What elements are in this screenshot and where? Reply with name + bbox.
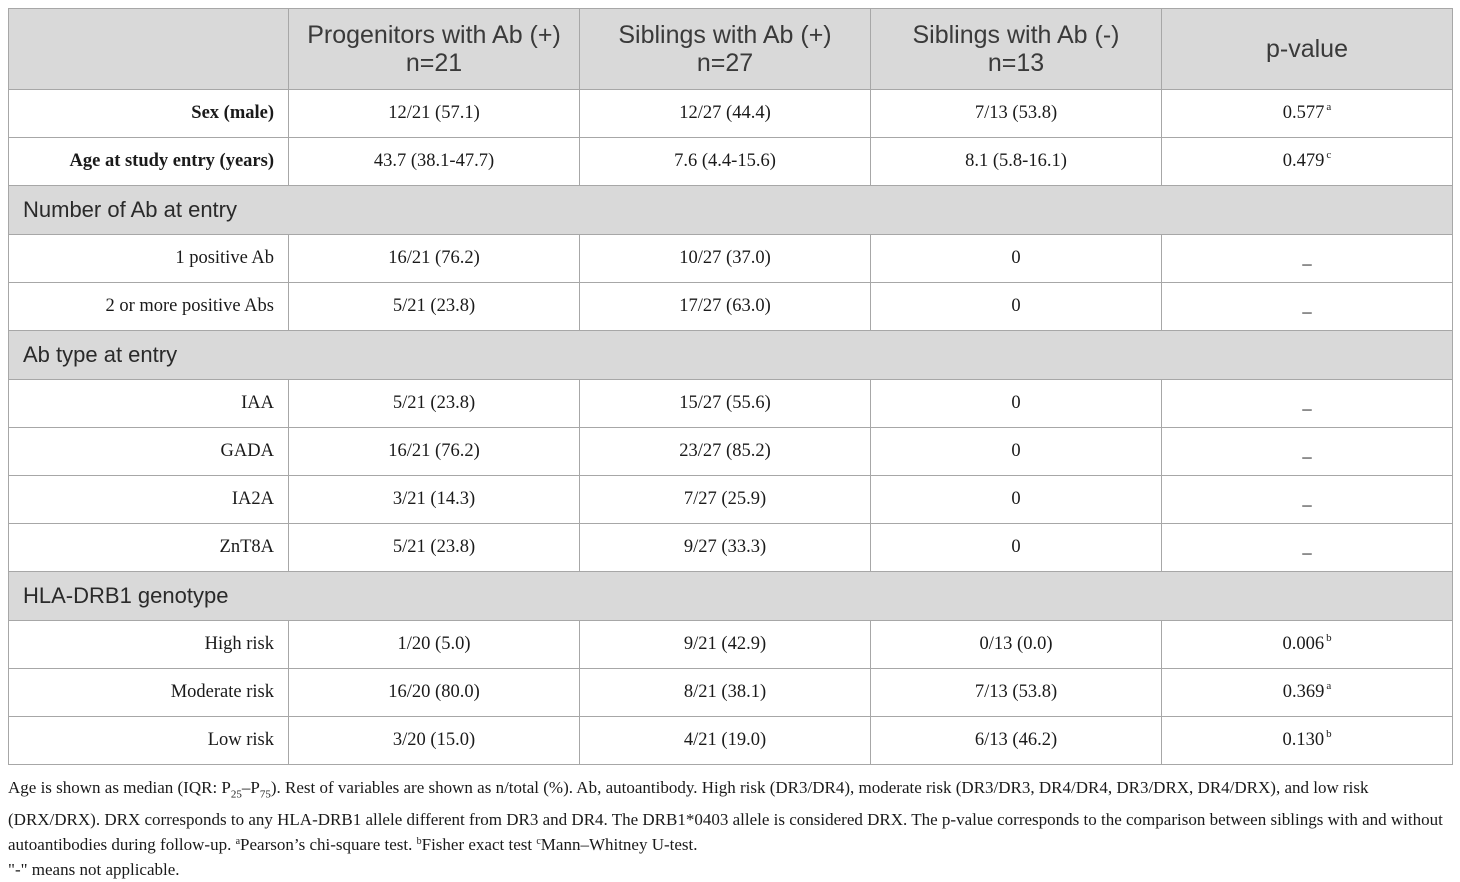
table-cell: 16/21 (76.2) [289,428,580,476]
table-row [9,380,1453,428]
table-cell: 8.1 (5.8-16.1) [871,138,1162,186]
p-value: _ [1302,248,1312,268]
header-cell [9,9,289,90]
table-row [9,90,1453,138]
table-row [9,621,1453,669]
table-cell: 12/21 (57.1) [289,90,580,138]
header-cell: Progenitors with Ab (+) n=21 [289,9,580,90]
table-row [9,717,1453,765]
section-row [9,186,1453,235]
table-cell: 43.7 (38.1-47.7) [289,138,580,186]
p-value: 0.479 [1282,151,1325,171]
row-label: GADA [9,428,289,476]
p-value: _ [1302,296,1312,316]
section-row [9,572,1453,621]
footnote-paragraph: Age is shown as median (IQR: $P_{25}-P_{75}$). Rest of variables are shown as n/total (%). Ab, autoantibody. High risk (DR3/DR4), moderate risk (DR3/DR3, DR4/DR4, DR3/DRX, DR4/DRX), and low risk (DRX/DRX). DRX corresponds to any HLA-DRB1 allele different from DR3 and DR4. The DRB1*0403 allele is considered DRX. The p-value corresponds to the comparison between siblings with and without autoantibodies during follow-up. $^a$Pearson’s chi-square test. $^b$Fisher exact test $^c$Mann–Whitney U-test. [8,778,1443,855]
p-value-cell [1162,428,1453,476]
table-cell: 1/20 (5.0) [289,621,580,669]
test-marker: c [1326,149,1332,161]
table-cell: 0 [871,380,1162,428]
row-label: Moderate risk [9,669,289,717]
test-marker: a [1326,680,1332,692]
p-value: _ [1302,393,1312,413]
table-cell: 10/27 (37.0) [580,235,871,283]
table-cell: 0 [871,428,1162,476]
table-row [9,428,1453,476]
p-value-cell [1162,669,1453,717]
p-value-cell [1162,717,1453,765]
table-cell: 0 [871,476,1162,524]
table-cell: 3/21 (14.3) [289,476,580,524]
p-value: 0.369 [1282,682,1325,702]
section-label: Number of Ab at entry [9,186,1453,235]
table-cell: 0/13 (0.0) [871,621,1162,669]
table-cell: 8/21 (38.1) [580,669,871,717]
header-cell: Siblings with Ab (+) n=27 [580,9,871,90]
table-cell: 15/27 (55.6) [580,380,871,428]
table-cell: 3/20 (15.0) [289,717,580,765]
table-cell: 5/21 (23.8) [289,380,580,428]
row-label: Low risk [9,717,289,765]
row-label: Sex (male) [9,90,289,138]
table-cell: 16/21 (76.2) [289,235,580,283]
table-cell: 4/21 (19.0) [580,717,871,765]
table-cell: 12/27 (44.4) [580,90,871,138]
table-cell: 0 [871,524,1162,572]
row-label: ZnT8A [9,524,289,572]
p-value: 0.577 [1282,103,1325,123]
table-cell: 5/21 (23.8) [289,283,580,331]
results-table-container [8,8,1452,765]
row-label: 1 positive Ab [9,235,289,283]
p-value-cell [1162,524,1453,572]
table-cell: 7.6 (4.4-15.6) [580,138,871,186]
p-value-cell [1162,90,1453,138]
p-value-cell [1162,476,1453,524]
table-body [9,90,1453,765]
section-label: Ab type at entry [9,331,1453,380]
table-cell: 17/27 (63.0) [580,283,871,331]
table-row [9,138,1453,186]
table-cell: 5/21 (23.8) [289,524,580,572]
header-cell: p-value [1162,9,1453,90]
table-header-row [9,9,1453,90]
p-value-cell [1162,138,1453,186]
table-cell: 9/21 (42.9) [580,621,871,669]
p-value: 0.130 [1282,730,1325,750]
test-marker: a [1326,101,1332,113]
table-cell: 16/20 (80.0) [289,669,580,717]
row-label: Age at study entry (years) [9,138,289,186]
table-row [9,524,1453,572]
table-footnote [8,775,1452,882]
table-cell: 0 [871,235,1162,283]
p-value-cell [1162,235,1453,283]
table-row [9,476,1453,524]
p-value: _ [1302,489,1312,509]
table-cell: 0 [871,283,1162,331]
p-value-cell [1162,621,1453,669]
row-label: High risk [9,621,289,669]
p-value: 0.006 [1282,634,1325,654]
p-value-cell [1162,380,1453,428]
table-cell: 7/27 (25.9) [580,476,871,524]
test-marker: b [1326,728,1332,740]
section-label: HLA-DRB1 genotype [9,572,1453,621]
row-label: 2 or more positive Abs [9,283,289,331]
table-cell: 7/13 (53.8) [871,669,1162,717]
table-cell: 23/27 (85.2) [580,428,871,476]
table-cell: 7/13 (53.8) [871,90,1162,138]
table-row [9,669,1453,717]
table-cell: 9/27 (33.3) [580,524,871,572]
table-cell: 6/13 (46.2) [871,717,1162,765]
p-value: _ [1302,441,1312,461]
table-row [9,283,1453,331]
header-cell: Siblings with Ab (-) n=13 [871,9,1162,90]
row-label: IA2A [9,476,289,524]
row-label: IAA [9,380,289,428]
footnote-not-applicable: "-" means not applicable. [8,860,180,880]
p-value: _ [1302,537,1312,557]
test-marker: b [1326,632,1332,644]
section-row [9,331,1453,380]
p-value-cell [1162,283,1453,331]
table-row [9,235,1453,283]
results-table [8,8,1453,765]
